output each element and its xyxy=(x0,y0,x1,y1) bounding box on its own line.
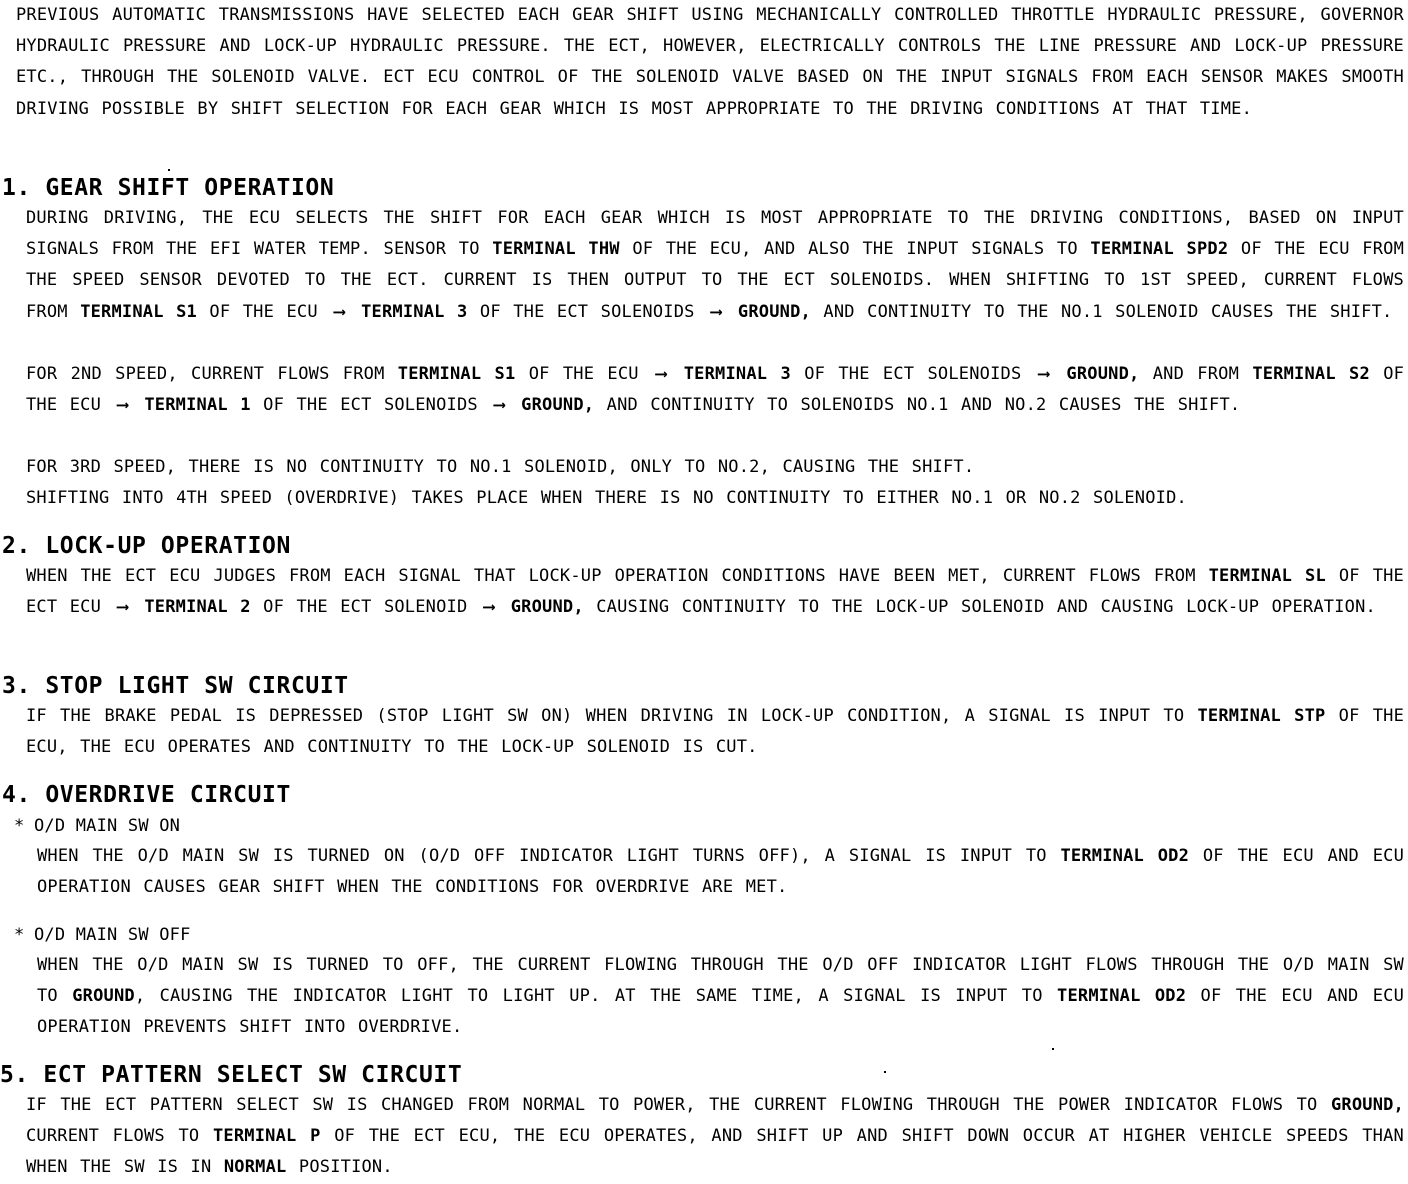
section-4-heading: 4. OVERDRIVE CIRCUIT xyxy=(2,782,291,808)
section-3-heading: 3. STOP LIGHT SW CIRCUIT xyxy=(2,673,349,699)
text-run: SHIFTING INTO 4TH SPEED (OVERDRIVE) TAKES PLACE WHEN THERE IS NO CONTINUITY TO EITHER NO.1 OR NO.2 SOLENOID. xyxy=(26,488,1187,508)
ground-label: GROUND, xyxy=(521,395,595,416)
arrow-icon: ⟶ xyxy=(117,597,128,618)
terminal-od2: TERMINAL OD2 xyxy=(1057,986,1187,1007)
terminal-od2: TERMINAL OD2 xyxy=(1060,846,1190,866)
section-1-paragraph-1 xyxy=(26,203,1404,328)
ground-label: GROUND xyxy=(72,986,135,1007)
text-run: , CAUSING THE INDICATOR LIGHT TO LIGHT UP. AT THE SAME TIME, A SIGNAL IS INPUT TO xyxy=(134,986,1043,1007)
arrow-icon: ⟶ xyxy=(656,364,667,384)
arrow-icon: ⟶ xyxy=(483,597,495,618)
text-run: OF THE ECU FROM THE SPEED SENSOR DEVOTED TO THE ECT. CURRENT IS THEN OUTPUT TO THE ECT SOLENOIDS. WHEN SHIFTING TO 1ST SPEED, CURRENT FLOWS FROM xyxy=(26,239,1405,322)
terminal-s1: TERMINAL S1 xyxy=(397,364,516,384)
ground-label: GROUND, xyxy=(1066,364,1140,384)
section-1-paragraph-4 xyxy=(26,483,1404,514)
text-run: POSITION. xyxy=(298,1157,393,1178)
text-run: OF THE ECU AND ECU OPERATION PREVENTS SHIFT INTO OVERDRIVE. xyxy=(37,986,1405,1038)
text-run: WHEN THE O/D MAIN SW IS TURNED ON (O/D OFF INDICATOR LIGHT TURNS OFF), A SIGNAL IS INPUT TO xyxy=(37,846,1047,866)
bullet-star-icon: * xyxy=(14,925,25,945)
text-run: FOR 2ND SPEED, CURRENT FLOWS FROM xyxy=(26,364,385,384)
intro-text: PREVIOUS AUTOMATIC TRANSMISSIONS HAVE SELECTED EACH GEAR SHIFT USING MECHANICALLY CONTROLLED THROTTLE HYDRAULIC PRESSURE, GOVERNOR HYDRAULIC PRESSURE AND LOCK-UP HYDRAULIC PRESSURE. THE ECT, HOWEVER, ELECTRICALLY CONTROLS THE LINE PRESSURE AND LOCK-UP PRESSURE ETC., THROUGH THE SOLENOID VALVE. ECT ECU CONTROL OF THE SOLENOID VALVE BASED ON THE INPUT SIGNALS FROM EACH SENSOR MAKES SMOOTH DRIVING POSSIBLE BY SHIFT SELECTION FOR EACH GEAR WHICH IS MOST APPROPRIATE TO THE DRIVING CONDITIONS AT THAT TIME. xyxy=(16,5,1404,119)
terminal-p: TERMINAL P xyxy=(213,1126,321,1147)
section-2-paragraph xyxy=(26,561,1404,623)
section-3-paragraph xyxy=(26,701,1404,763)
section-5-heading: 5. ECT PATTERN SELECT SW CIRCUIT xyxy=(0,1062,463,1088)
terminal-s1: TERMINAL S1 xyxy=(80,301,197,322)
text-run: CAUSING CONTINUITY TO THE LOCK-UP SOLENOID AND CAUSING LOCK-UP OPERATION. xyxy=(596,597,1376,618)
text-run: OF THE ECU, AND ALSO THE INPUT SIGNALS TO xyxy=(632,239,1078,260)
arrow-icon: ⟶ xyxy=(1038,364,1050,384)
intro-paragraph xyxy=(16,0,1404,125)
bullet-star-icon: * xyxy=(14,816,25,836)
ground-label: GROUND, xyxy=(737,301,811,322)
section-2-heading: 2. LOCK-UP OPERATION xyxy=(2,533,291,559)
od-main-sw-on-paragraph xyxy=(37,841,1404,903)
bullet-label: O/D MAIN SW OFF xyxy=(34,925,191,945)
text-run: DURING DRIVING, THE ECU SELECTS THE SHIFT FOR EACH GEAR WHICH IS MOST APPROPRIATE TO THE DRIVING CONDITIONS, BASED ON INPUT SIGNALS FROM THE EFI WATER TEMP. SENSOR TO xyxy=(26,208,1404,260)
od-main-sw-off-label xyxy=(14,924,191,946)
section-1-paragraph-3 xyxy=(26,452,1404,483)
arrow-icon: ⟶ xyxy=(117,395,128,416)
terminal-1: TERMINAL 1 xyxy=(144,395,251,416)
text-run: OF THE ECT ECU xyxy=(26,566,1404,618)
text-run: WHEN THE ECT ECU JUDGES FROM EACH SIGNAL THAT LOCK-UP OPERATION CONDITIONS HAVE BEEN MET, CURRENT FLOWS FROM xyxy=(26,566,1196,586)
text-run: AND CONTINUITY TO SOLENOIDS NO.1 AND NO.2 CAUSES THE SHIFT. xyxy=(606,395,1241,416)
terminal-3: TERMINAL 3 xyxy=(683,364,791,384)
text-run: IF THE ECT PATTERN SELECT SW IS CHANGED FROM NORMAL TO POWER, THE CURRENT FLOWING THROUGH THE POWER INDICATOR FLOWS TO xyxy=(26,1095,1318,1115)
terminal-thw: TERMINAL THW xyxy=(492,239,620,260)
text-run: OF THE ECT SOLENOID xyxy=(263,597,468,618)
od-main-sw-on-label xyxy=(14,815,180,837)
text-run: AND CONTINUITY TO THE NO.1 SOLENOID CAUSES THE SHIFT. xyxy=(823,301,1393,322)
text-run: OF THE ECT ECU, THE ECU OPERATES, AND SHIFT UP AND SHIFT DOWN OCCUR AT HIGHER VEHICLE SPEEDS THAN WHEN THE SW IS IN xyxy=(26,1126,1404,1178)
text-run: CURRENT FLOWS TO xyxy=(26,1126,200,1147)
terminal-sl: TERMINAL SL xyxy=(1208,566,1326,586)
section-1-paragraph-2 xyxy=(26,359,1404,421)
ground-label: GROUND, xyxy=(1330,1095,1404,1115)
terminal-s2: TERMINAL S2 xyxy=(1252,364,1370,384)
text-run: OF THE ECU xyxy=(26,364,1405,416)
text-run: OF THE ECU xyxy=(528,364,639,384)
scan-speck xyxy=(168,169,170,171)
arrow-icon: ⟶ xyxy=(334,301,345,322)
scan-speck xyxy=(884,1071,886,1073)
text-run: WHEN THE O/D MAIN SW IS TURNED TO OFF, THE CURRENT FLOWING THROUGH THE O/D OFF INDICATOR LIGHT FLOWS THROUGH THE O/D MAIN SW TO xyxy=(37,955,1404,1007)
section-5-paragraph xyxy=(26,1090,1404,1184)
text-run: OF THE ECU AND ECU OPERATION CAUSES GEAR SHIFT WHEN THE CONDITIONS FOR OVERDRIVE ARE MET. xyxy=(37,846,1405,898)
text-run: FOR 3RD SPEED, THERE IS NO CONTINUITY TO NO.1 SOLENOID, ONLY TO NO.2, CAUSING THE SHIFT. xyxy=(26,457,975,477)
terminal-3: TERMINAL 3 xyxy=(361,301,468,322)
section-1-heading: 1. GEAR SHIFT OPERATION xyxy=(2,175,335,201)
ground-label: GROUND, xyxy=(510,597,584,618)
scan-speck xyxy=(1052,1048,1054,1050)
arrow-icon: ⟶ xyxy=(494,395,505,416)
text-run: OF THE ECU xyxy=(209,301,318,322)
text-run: OF THE ECT SOLENOIDS xyxy=(804,364,1022,384)
arrow-icon: ⟶ xyxy=(711,301,722,322)
od-main-sw-off-paragraph xyxy=(37,950,1404,1044)
text-run: IF THE BRAKE PEDAL IS DEPRESSED (STOP LIGHT SW ON) WHEN DRIVING IN LOCK-UP CONDITION, A SIGNAL IS INPUT TO xyxy=(26,706,1185,726)
terminal-2: TERMINAL 2 xyxy=(144,597,251,618)
bullet-label: O/D MAIN SW ON xyxy=(34,816,181,836)
normal-label: NORMAL xyxy=(223,1157,287,1178)
text-run: AND FROM xyxy=(1152,364,1240,384)
terminal-spd2: TERMINAL SPD2 xyxy=(1090,239,1229,260)
text-run: OF THE ECU, THE ECU OPERATES AND CONTINUITY TO THE LOCK-UP SOLENOID IS CUT. xyxy=(26,706,1404,758)
text-run: OF THE ECT SOLENOIDS xyxy=(479,301,695,322)
text-run: OF THE ECT SOLENOIDS xyxy=(263,395,478,416)
terminal-stp: TERMINAL STP xyxy=(1197,706,1326,726)
